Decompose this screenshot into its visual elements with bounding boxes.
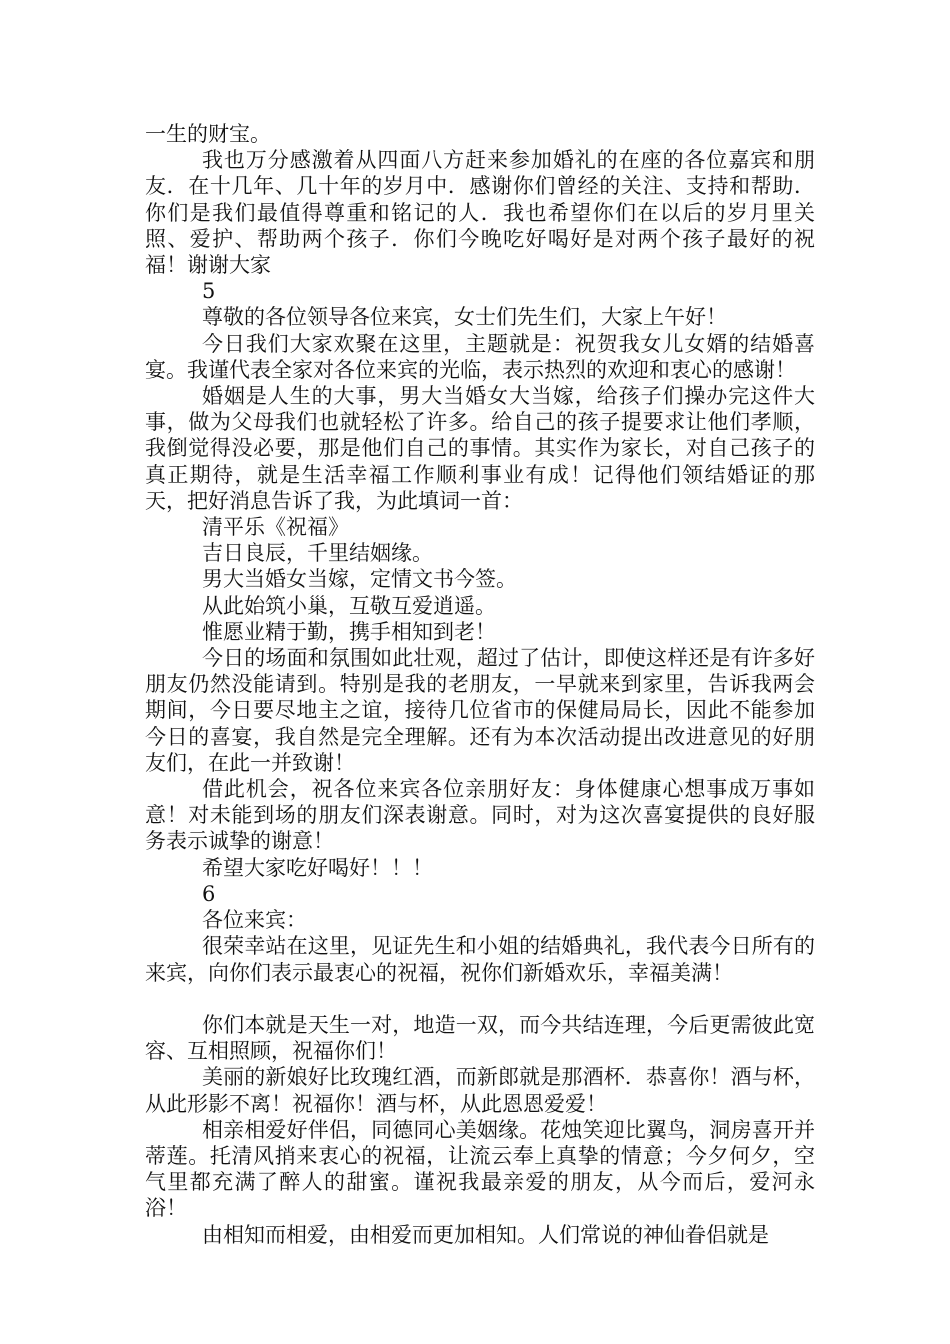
blank-line bbox=[145, 986, 815, 1012]
paragraph: 婚姻是人生的大事，男大当婚女大当嫁，给孩子们操办完这件大事，做为父母我们也就轻松了许多。给自己的孩子提要求让他们孝顺，我倒觉得没必要，那是他们自己的事情。其实作为家长，对自己孩子的真正期待，就是生活幸福工作顺利事业有成！记得他们领结婚证的那天，把好消息告诉了我，为此填词一首： bbox=[145, 384, 815, 513]
paragraph: 我也万分感激着从四面八方赶来参加婚礼的在座的各位嘉宾和朋友．在十几年、几十年的岁月中．感谢你们曾经的关注、支持和帮助．你们是我们最值得尊重和铭记的人．我也希望你们在以后的岁月里关照、爱护、帮助两个孩子．你们今晚吃好喝好是对两个孩子最好的祝福！谢谢大家 bbox=[145, 148, 815, 278]
paragraph: 希望大家吃好喝好！！！ bbox=[202, 855, 433, 880]
poem-line: 从此始筑小巢，互敬互爱逍遥。 bbox=[202, 593, 496, 618]
paragraph: 很荣幸站在这里，见证先生和小姐的结婚典礼，我代表今日所有的来宾，向你们表示最衷心的祝福，祝你们新婚欢乐，幸福美满！ bbox=[145, 934, 815, 985]
paragraph: 你们本就是天生一对，地造一双，而今共结连理，今后更需彼此宽容、互相照顾，祝福你们！ bbox=[145, 1012, 815, 1064]
poem-line: 男大当婚女当嫁，定情文书今签。 bbox=[202, 567, 517, 592]
poem-title: 清平乐《祝福》 bbox=[202, 515, 349, 540]
paragraph: 相亲相爱好伴侣，同德同心美姻缘。花烛笑迎比翼鸟，洞房喜开并蒂莲。托清风捎来衷心的祝福，让流云奉上真挚的情意；今夕何夕，空气里都充满了醉人的甜蜜。谨祝我最亲爱的朋友，从今而后，爱河永浴！ bbox=[145, 1117, 815, 1221]
paragraph: 今日我们大家欢聚在这里，主题就是：祝贺我女儿女婿的结婚喜宴。我谨代表全家对各位来宾的光临，表示热烈的欢迎和衷心的感谢！ bbox=[145, 331, 815, 382]
paragraph: 今日的场面和氛围如此壮观，超过了估计，即使这样还是有许多好朋友仍然没能请到。特别是我的老朋友，一早就来到家里，告诉我两会期间，今日要尽地主之谊，接待几位省市的保健局局长，因此不能参加今日的喜宴，我自然是完全理解。还有为本次活动提出改进意见的好朋友们，在此一并致谢！ bbox=[145, 646, 815, 775]
paragraph: 美丽的新娘好比玫瑰红酒，而新郎就是那酒杯．恭喜你！酒与杯，从此形影不离！祝福你！酒与杯，从此恩恩爱爱！ bbox=[145, 1065, 815, 1116]
poem-line: 惟愿业精于勤，携手相知到老！ bbox=[202, 619, 496, 644]
poem-line: 吉日良辰，千里结姻缘。 bbox=[202, 541, 433, 566]
paragraph: 由相知而相爱，由相爱而更加相知。人们常说的神仙眷侣就是 bbox=[202, 1222, 769, 1247]
paragraph: 一生的财宝。 bbox=[145, 122, 271, 146]
section-number: 5 bbox=[202, 279, 216, 304]
paragraph: 借此机会，祝各位来宾各位亲朋好友：身体健康心想事成万事如意！对未能到场的朋友们深表谢意。同时，对为这次喜宴提供的良好服务表示诚挚的谢意！ bbox=[145, 777, 815, 854]
paragraph: 尊敬的各位领导各位来宾，女士们先生们，大家上午好！ bbox=[202, 305, 727, 330]
paragraph: 各位来宾： bbox=[202, 908, 307, 933]
document-body bbox=[145, 121, 815, 1248]
section-number: 6 bbox=[202, 881, 216, 906]
